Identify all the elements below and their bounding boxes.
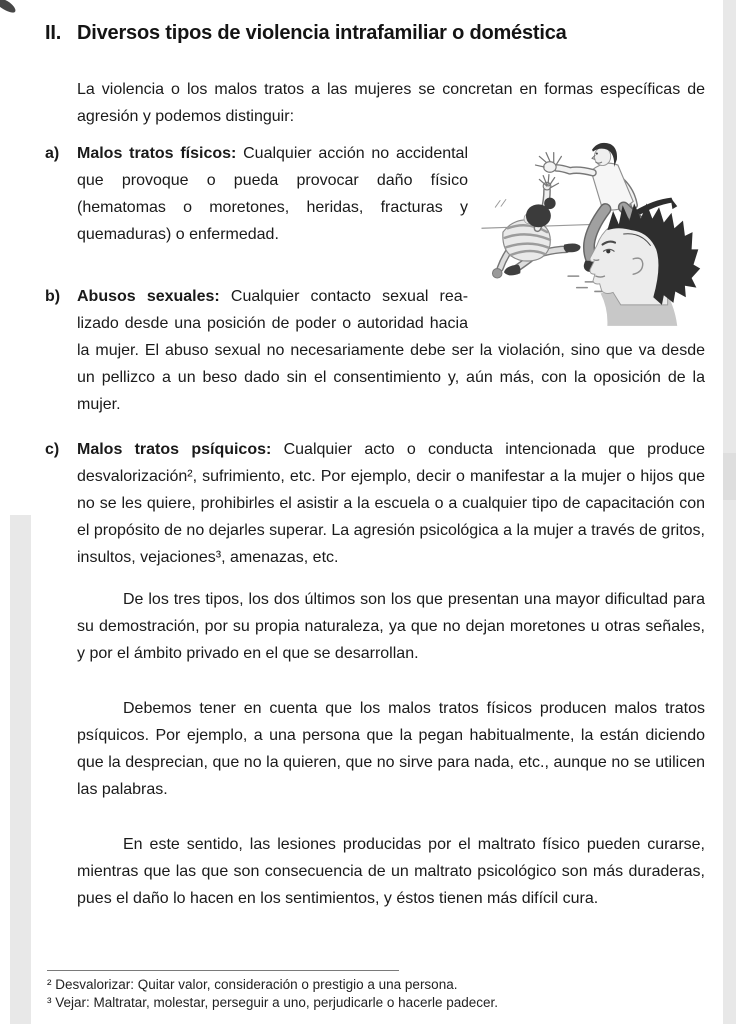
domestic-violence-sketch [480,140,705,328]
woman-figure [492,175,580,278]
body-paragraph-3: En este sentido, las lesiones producidas por el maltrato físico pueden curarse, mientras que las que son consecuencia de un maltrato psicológico son más duraderas, pues el daño lo hacen en los sentimientos, y éstos tienen más difícil cura. [77,836,705,907]
scan-band-left [10,515,31,1024]
body-paragraph-1: De los tres tipos, los dos últimos son los que presentan una mayor dificultad para su demostración, por su propia naturaleza, ya que no dejan moretones u otras señales, y por el ámbito privado en el que se desarrollan. [77,591,705,662]
item-b-term: Abusos sexuales: [77,288,220,305]
heading-title: Diversos tipos de violencia intrafamiliar o doméstica [77,22,567,44]
item-a-term: Malos tratos físicos: [77,145,237,162]
footnote-vejar: ³ Vejar: Maltratar, molestar, perseguir a uno, perjudicarle o hacerle padecer. [47,994,498,1010]
scan-corner-mark [0,0,18,15]
footnote-rule [47,970,399,971]
item-c-text: Cualquier acto o conducta intencionada que produce desvalorización², sufrimiento, etc. Por ejemplo, decir o manifestar a la mujer o hijos que no se les quiere, prohibirles el asistir a la escuela o a cualquier tipo de capacitación con el propósito de no dejarles superar. La agresión psicológica a la mujer a través de gritos, insultos, vejaciones³, amenazas, etc. [77,441,706,566]
list-item-c [45,436,705,571]
heading-number: II. [45,22,62,44]
body-paragraph-2: Debemos tener en cuenta que los malos tratos físicos producen malos tratos psíquicos. Por ejemplo, a una persona que la pegan habitualmente, la están diciendo que la desprecian, que no la quieren, que no sirve para nada, etc., aunque no se utilicen las palabras. [77,700,705,798]
item-c-term: Malos tratos psíquicos: [77,441,272,458]
intro-paragraph: La violencia o los malos tratos a las mujeres se concretan en formas específicas de agresión y podemos distinguir: [77,81,705,125]
items-a-b-group [45,140,705,418]
footnotes-section [47,970,702,1010]
section-heading [45,20,705,46]
item-c-label: c) [45,441,60,458]
item-b-label: b) [45,288,61,305]
page-content [45,20,705,912]
footnote-desvalorizar: ² Desvalorizar: Quitar valor, consideración o prestigio a una persona. [47,977,458,992]
scan-band-dark-segment [723,453,736,500]
scan-band-right [723,0,736,1024]
item-a-text: Cualquier acción no accidental que provoque o pueda provocar daño físico (hematomas o moretones, heridas, fracturas y quemaduras) o enfermedad. [77,145,469,243]
child-figure [590,203,700,326]
illustration-figure [480,140,705,328]
item-a-label: a) [45,145,60,162]
item-b-text: Cualquier contacto sexual realizado desde una posición de poder o autoridad hacia la mujer. El abuso sexual no necesariamente debe ser la violación, sino que va desde un pellizco a un beso dado sin el consentimiento y, aún más, con la oposición de la mujer. [77,288,705,413]
